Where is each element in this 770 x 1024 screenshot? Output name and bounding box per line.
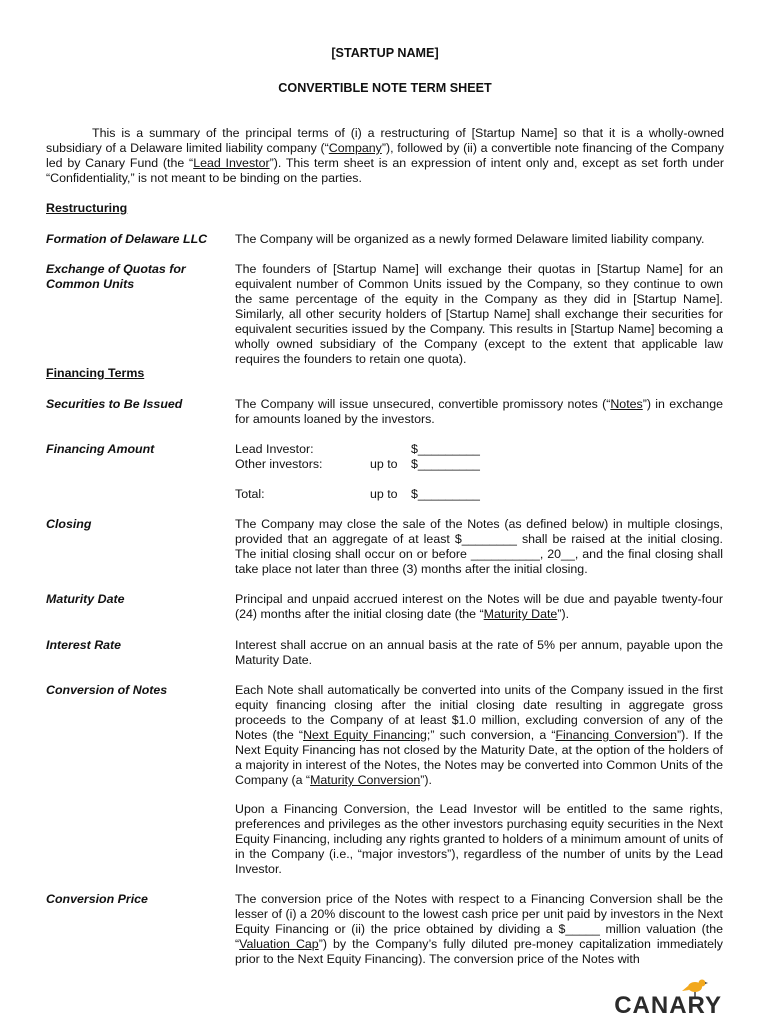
label-securities: Securities to Be Issued	[46, 397, 183, 411]
canary-logo	[592, 978, 722, 1018]
other-investors-label: Other investors:	[235, 457, 323, 471]
lead-investor-label: Lead Investor:	[235, 442, 314, 456]
document-title: CONVERTIBLE NOTE TERM SHEET	[278, 81, 492, 95]
label-conversion-price: Conversion Price	[46, 892, 148, 906]
value-maturity-date: Principal and unpaid accrued interest on the Notes will be due and payable twenty-four (24) months after the initial closing date (the “Maturity Date”).	[235, 592, 723, 621]
lead-investor-amount: $_________	[411, 442, 480, 456]
label-maturity-date: Maturity Date	[46, 592, 125, 606]
value-conversion-price: The conversion price of the Notes with respect to a Financing Conversion shall be the lesser of (i) a 20% discount to the lowest cash price per unit paid by investors in the Next Equity Financing or (ii) the price obtained by dividing a $_____ million valuation (the “Valuation Cap”) by the Company’s fully diluted pre-money capitalization immediately prior to the Next Equity Financing). The conversion price of the Notes with	[235, 892, 723, 966]
label-conversion: Conversion of Notes	[46, 683, 168, 697]
canary-logo-text: CANARY	[614, 992, 722, 1019]
other-investors-amount: $_________	[411, 457, 480, 471]
startup-name-heading: [STARTUP NAME]	[331, 46, 439, 60]
other-investors-upto: up to	[370, 457, 398, 471]
label-interest-rate: Interest Rate	[46, 638, 122, 652]
label-formation: Formation of Delaware LLC	[46, 232, 208, 246]
intro-paragraph: This is a summary of the principal terms of (i) a restructuring of [Startup Name] so that it is a wholly-owned subsidiary of a Delaware limited liability company (“Company”), followed by (ii) a convertible note financing of the Company led by Canary Fund (the “Lead Investor”). This term sheet is an expression of intent only and, except as set forth under “Confidentiality,” is not meant to be binding on the parties.	[46, 126, 724, 185]
value-conversion-p2: Upon a Financing Conversion, the Lead Investor will be entitled to the same rights, preferences and privileges as the other investors purchasing equity securities in the Next Equity Financing, including any rights granted to holders of a minimum amount of units of in the Company (i.e., “major investors”), regardless of the number of units by the Lead Investor.	[235, 802, 723, 876]
section-financing-terms: Financing Terms	[46, 366, 145, 380]
label-financing-amount: Financing Amount	[46, 442, 155, 456]
total-label: Total:	[235, 487, 265, 501]
label-exchange: Exchange of Quotas for Common Units	[46, 262, 186, 291]
value-securities: The Company will issue unsecured, convertible promissory notes (“Notes”) in exchange for amounts loaned by the investors.	[235, 397, 723, 426]
value-formation: The Company will be organized as a newly formed Delaware limited liability company.	[235, 232, 705, 246]
value-interest-rate: Interest shall accrue on an annual basis at the rate of 5% per annum, payable upon the Maturity Date.	[235, 638, 723, 667]
value-closing: The Company may close the sale of the Notes (as defined below) in multiple closings, provided that an aggregate of at least $________ shall be raised at the initial closing. The initial closing shall occur on or before __________, 20__, and the final closing shall take place not later than three (3) months after the initial closing.	[235, 517, 723, 576]
value-exchange: The founders of [Startup Name] will exchange their quotas in [Startup Name] for an equivalent number of Common Units issued by the Company, so they continue to own the same percentage of the equity in the Company as they did in [Startup Name]. Similarly, all other security holders of [Startup Name] shall exchange their securities for equivalent securities issued by the Company. This results in [Startup Name] becoming a wholly owned subsidiary of the Company (except to the extent that applicable law requires the founders to retain one quota).	[235, 262, 723, 366]
total-upto: up to	[370, 487, 398, 501]
label-closing: Closing	[46, 517, 92, 531]
total-amount: $_________	[411, 487, 480, 501]
section-restructuring: Restructuring	[46, 201, 128, 215]
value-conversion: Each Note shall automatically be converted into units of the Company issued in the first equity financing closing after the initial closing date resulting in aggregate gross proceeds to the Company of at least $1.0 million, excluding conversion of any of the Notes (the “Next Equity Financing;” such conversion, a “Financing Conversion”). If the Next Equity Financing has not closed by the Maturity Date, at the option of the holders of a majority in interest of the Notes, the Notes may be converted into Common Units of the Company (a “Maturity Conversion”).	[235, 683, 723, 787]
